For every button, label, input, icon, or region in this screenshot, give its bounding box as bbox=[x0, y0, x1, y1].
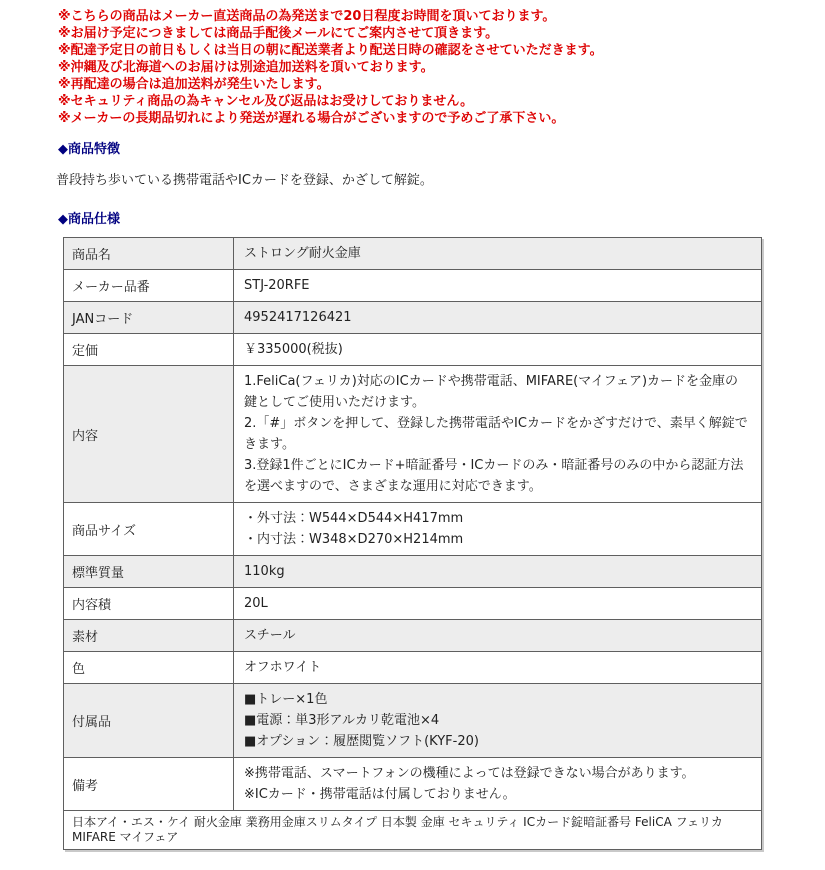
spec-value-cell bbox=[234, 556, 762, 588]
spec-label-cell: 内容積 bbox=[64, 588, 234, 620]
spec-label-cell: 定価 bbox=[64, 334, 234, 366]
spec-value-cell bbox=[234, 366, 762, 503]
spec-label-cell: 商品名 bbox=[64, 238, 234, 270]
spec-value-line: ストロング耐火金庫 bbox=[244, 246, 361, 261]
spec-label-cell: JANコード bbox=[64, 302, 234, 334]
features-heading: ◆商品特徴 bbox=[58, 142, 120, 157]
spec-value-line: ※ICカード・携帯電話は付属しておりません。 bbox=[244, 787, 516, 802]
spec-table-row bbox=[64, 270, 762, 302]
spec-value-line: ■電源：単3形アルカリ乾電池×4 bbox=[244, 713, 440, 728]
spec-value-cell bbox=[234, 503, 762, 556]
notices bbox=[58, 8, 785, 127]
spec-table-row bbox=[64, 652, 762, 684]
spec-table bbox=[63, 237, 762, 850]
notice-line: ※配達予定日の前日もしくは当日の朝に配送業者より配送日時の確認をさせていただきます。 bbox=[58, 43, 603, 58]
notice-line: ※こちらの商品はメーカー直送商品の為発送まで20日程度お時間を頂いております。 bbox=[58, 9, 556, 24]
specs-heading: ◆商品仕様 bbox=[58, 212, 120, 227]
spec-table-row bbox=[64, 503, 762, 556]
spec-value-line: スチール bbox=[244, 628, 296, 643]
spec-label-cell: 内容 bbox=[64, 366, 234, 503]
spec-table-row bbox=[64, 334, 762, 366]
spec-value-line: ■トレー×1色 bbox=[244, 692, 328, 707]
spec-table-row bbox=[64, 302, 762, 334]
spec-value-cell bbox=[234, 334, 762, 366]
spec-value-line: 3.登録1件ごとにICカード+暗証番号・ICカードのみ・暗証番号のみの中から認証方法を選べますので、さまざまな運用に対応できます。 bbox=[244, 458, 744, 494]
spec-value-line: 2.「#」ボタンを押して、登録した携帯電話やICカードをかざすだけで、素早く解錠できます。 bbox=[244, 416, 748, 452]
spec-table-row bbox=[64, 620, 762, 652]
spec-value-line: 4952417126421 bbox=[244, 310, 352, 325]
spec-value-line: 20L bbox=[244, 596, 268, 611]
spec-value-line: ・内寸法：W348×D270×H214mm bbox=[244, 532, 464, 547]
notice-line: ※セキュリティ商品の為キャンセル及び返品はお受けしておりません。 bbox=[58, 94, 474, 109]
spec-value-line: 110kg bbox=[244, 564, 285, 579]
spec-label-cell: 商品サイズ bbox=[64, 503, 234, 556]
notice-line: ※お届け予定につきましては商品手配後メールにてご案内させて頂きます。 bbox=[58, 26, 499, 41]
spec-table-row bbox=[64, 758, 762, 811]
spec-table-row bbox=[64, 238, 762, 270]
spec-value-line: 1.FeliCa(フェリカ)対応のICカードや携帯電話、MIFARE(マイフェア)カードを金庫の鍵としてご使用いただけます。 bbox=[244, 374, 739, 410]
features-body: 普段持ち歩いている携帯電話やICカードを登録、かざして解錠。 bbox=[56, 173, 433, 188]
spec-value-cell bbox=[234, 238, 762, 270]
notice-line: ※再配達の場合は追加送料が発生いたします。 bbox=[58, 77, 330, 92]
spec-value-cell bbox=[234, 620, 762, 652]
spec-value-cell bbox=[234, 758, 762, 811]
spec-table-row bbox=[64, 366, 762, 503]
spec-value-line: ※携帯電話、スマートフォンの機種によっては登録できない場合があります。 bbox=[244, 766, 695, 781]
spec-value-line: オフホワイト bbox=[244, 660, 322, 675]
keywords-cell: 日本アイ・エス・ケイ 耐火金庫 業務用金庫スリムタイプ 日本製 金庫 セキュリティ ICカード錠暗証番号 FeliCA フェリカ MIFARE マイフェア bbox=[64, 811, 762, 850]
spec-value-cell bbox=[234, 652, 762, 684]
spec-label-cell: 付属品 bbox=[64, 684, 234, 758]
spec-table-row bbox=[64, 588, 762, 620]
notice-line: ※メーカーの長期品切れにより発送が遅れる場合がございますので予めご了承下さい。 bbox=[58, 111, 565, 126]
spec-value-line: ￥335000(税抜) bbox=[244, 342, 343, 357]
spec-value-line: ■オプション：履歴閲覧ソフト(KYF-20) bbox=[244, 734, 479, 749]
spec-value-line: STJ-20RFE bbox=[244, 278, 310, 293]
spec-label-cell: メーカー品番 bbox=[64, 270, 234, 302]
spec-label-cell: 標準質量 bbox=[64, 556, 234, 588]
spec-label-cell: 備考 bbox=[64, 758, 234, 811]
spec-value-cell bbox=[234, 588, 762, 620]
spec-value-cell bbox=[234, 684, 762, 758]
spec-label-cell: 素材 bbox=[64, 620, 234, 652]
spec-value-line: ・外寸法：W544×D544×H417mm bbox=[244, 511, 464, 526]
keywords-row bbox=[64, 811, 762, 850]
spec-table-row bbox=[64, 684, 762, 758]
spec-value-cell bbox=[234, 302, 762, 334]
spec-label-cell: 色 bbox=[64, 652, 234, 684]
spec-table-row bbox=[64, 556, 762, 588]
spec-value-cell bbox=[234, 270, 762, 302]
notice-line: ※沖縄及び北海道へのお届けは別途追加送料を頂いております。 bbox=[58, 60, 434, 75]
